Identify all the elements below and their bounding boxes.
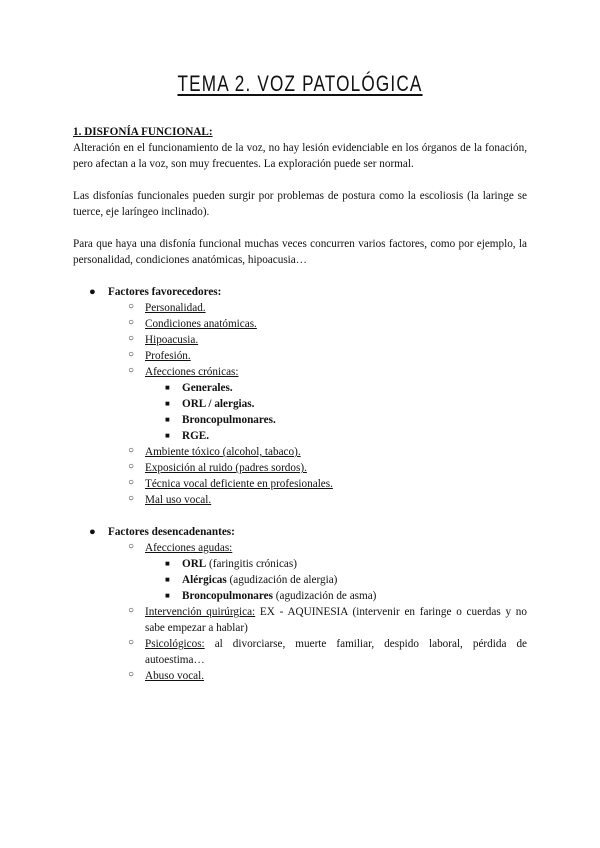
aguda-broncopulmonares: Broncopulmonares bbox=[182, 590, 273, 602]
bullet-square-icon: ■ bbox=[165, 559, 170, 568]
bullet-circle-icon: ○ bbox=[128, 637, 135, 648]
list-item bbox=[73, 284, 527, 508]
bullet-circle-icon: ○ bbox=[128, 541, 135, 552]
list-item bbox=[73, 316, 527, 332]
aguda-alergicas: Alérgicas bbox=[182, 574, 227, 586]
list-item bbox=[73, 588, 527, 604]
list-item bbox=[73, 364, 527, 444]
item-intervencion: Intervención quirúrgica: bbox=[145, 606, 256, 618]
desencadenantes-label: Factores desencadenantes: bbox=[108, 526, 235, 538]
paragraph-definition: Alteración en el funcionamiento de la voz, no hay lesión evidenciable en los órganos de la fonación, pero afectan a la voz, son muy frecuentes. La exploración puede ser normal. bbox=[73, 142, 527, 170]
item-tecnica: Técnica vocal deficiente en profesionales. bbox=[145, 478, 333, 490]
agudas-sublist bbox=[73, 556, 527, 604]
cronica-broncopulmonares: Broncopulmonares. bbox=[182, 414, 276, 426]
bullet-circle-icon: ○ bbox=[128, 365, 135, 376]
cronica-orl-alergias: ORL / alergias. bbox=[182, 398, 255, 410]
main-content bbox=[73, 124, 527, 684]
item-profesion: Profesión. bbox=[145, 350, 191, 362]
page-title: TEMA 2. VOZ PATOLÓGICA bbox=[177, 71, 423, 96]
item-personalidad: Personalidad. bbox=[145, 302, 206, 314]
bullet-square-icon: ■ bbox=[165, 383, 170, 392]
bullet-circle-icon: ○ bbox=[128, 461, 135, 472]
item-intervencion-detail: EX - AQUINESIA (intervenir en faringe o cuerdas y no sabe empezar a hablar) bbox=[145, 606, 527, 634]
list-item bbox=[73, 332, 527, 348]
bullet-square-icon: ■ bbox=[165, 575, 170, 584]
bullet-circle-icon: ○ bbox=[128, 605, 135, 616]
list-item bbox=[73, 348, 527, 364]
list-item bbox=[73, 668, 527, 684]
aguda-broncopulmonares-detail: (agudización de asma) bbox=[272, 590, 377, 602]
list-item bbox=[73, 476, 527, 492]
list-item bbox=[73, 524, 527, 684]
aguda-orl: ORL bbox=[182, 558, 207, 570]
favorecedores-sublist bbox=[73, 300, 527, 508]
item-afecciones-cronicas: Afecciones crónicas: bbox=[145, 366, 239, 378]
bullet-circle-icon: ○ bbox=[128, 493, 135, 504]
bullet-circle-icon: ○ bbox=[128, 317, 135, 328]
bullet-circle-icon: ○ bbox=[128, 333, 135, 344]
bullet-square-icon: ■ bbox=[165, 431, 170, 440]
list-item bbox=[73, 556, 527, 572]
aguda-orl-detail: (faringitis crónicas) bbox=[206, 558, 297, 570]
list-item bbox=[73, 492, 527, 508]
cronica-generales: Generales. bbox=[182, 382, 233, 394]
list-item bbox=[73, 540, 527, 604]
item-abuso-vocal: Abuso vocal. bbox=[145, 670, 205, 682]
bullet-circle-icon: ○ bbox=[128, 445, 135, 456]
paragraph-factores: Para que haya una disfonía funcional muchas veces concurren varios factores, como por ejemplo, la personalidad, condiciones anatómicas, hipoacusia… bbox=[73, 238, 527, 266]
list-item bbox=[73, 428, 527, 444]
item-exposicion: Exposición al ruido (padres sordos). bbox=[145, 462, 307, 474]
bullet-square-icon: ■ bbox=[165, 399, 170, 408]
bullet-circle-icon: ○ bbox=[128, 349, 135, 360]
section-heading: 1. DISFONÍA FUNCIONAL: bbox=[73, 126, 213, 138]
item-psicologicos: Psicológicos: bbox=[145, 638, 205, 650]
item-afecciones-agudas: Afecciones agudas: bbox=[145, 542, 233, 554]
list-item bbox=[73, 380, 527, 396]
bullet-circle-icon: ○ bbox=[128, 301, 135, 312]
cronica-rge: RGE. bbox=[182, 430, 210, 442]
item-psicologicos-detail: al divorciarse, muerte familiar, despido laboral, pérdida de autoestima… bbox=[145, 638, 527, 666]
item-hipoacusia: Hipoacusia. bbox=[145, 334, 199, 346]
bullet-disc-icon: ● bbox=[89, 526, 96, 538]
item-mal-uso: Mal uso vocal. bbox=[145, 494, 212, 506]
bullet-circle-icon: ○ bbox=[128, 477, 135, 488]
bullet-circle-icon: ○ bbox=[128, 669, 135, 680]
list-item bbox=[73, 636, 527, 668]
factores-desencadenantes-list bbox=[73, 524, 527, 684]
list-item bbox=[73, 572, 527, 588]
list-item bbox=[73, 300, 527, 316]
bullet-square-icon: ■ bbox=[165, 415, 170, 424]
bullet-disc-icon: ● bbox=[89, 286, 96, 298]
item-ambiente: Ambiente tóxico (alcohol, tabaco). bbox=[145, 446, 301, 458]
list-item bbox=[73, 460, 527, 476]
cronicas-sublist bbox=[73, 380, 527, 444]
aguda-alergicas-detail: (agudización de alergia) bbox=[226, 574, 338, 586]
list-item bbox=[73, 412, 527, 428]
factores-favorecedores-list bbox=[73, 284, 527, 508]
item-condiciones: Condiciones anatómicas. bbox=[145, 318, 257, 330]
desencadenantes-sublist bbox=[73, 540, 527, 684]
list-item bbox=[73, 396, 527, 412]
list-item bbox=[73, 444, 527, 460]
bullet-square-icon: ■ bbox=[165, 591, 170, 600]
list-item bbox=[73, 604, 527, 636]
favorecedores-label: Factores favorecedores: bbox=[108, 286, 222, 298]
paragraph-postura: Las disfonías funcionales pueden surgir por problemas de postura como la escoliosis (la laringe se tuerce, eje laríngeo inclinado). bbox=[73, 190, 527, 218]
